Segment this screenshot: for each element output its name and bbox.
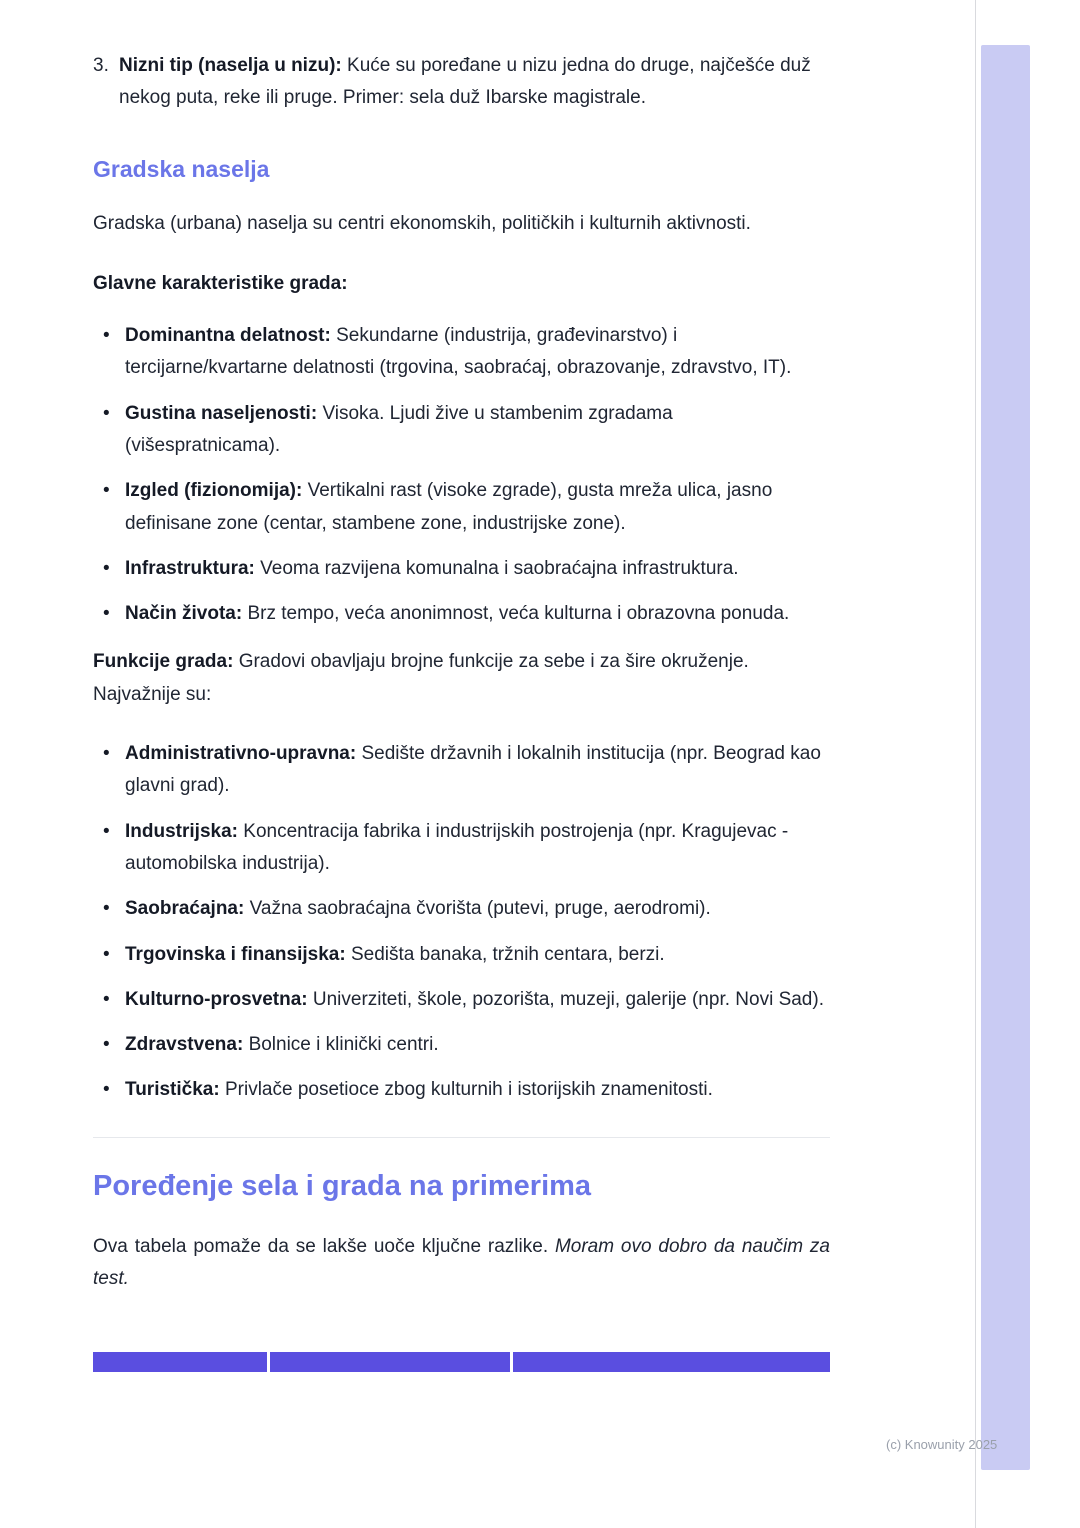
list-item-lead: Infrastruktura: — [125, 557, 255, 579]
table-header-cell — [93, 1352, 267, 1372]
list-item-body: Bolnice i klinički centri. — [248, 1034, 439, 1056]
numbered-list-item — [93, 50, 830, 115]
karakteristike-list — [93, 320, 830, 630]
section-heading-poredjenje: Poređenje sela i grada na primerima — [93, 1169, 592, 1202]
list-item — [93, 553, 830, 585]
list-item-lead: Zdravstvena: — [125, 1034, 244, 1056]
list-title-karakteristike: Glavne karakteristike grada: — [93, 272, 348, 294]
list-item-lead: Administrativno-upravna: — [125, 743, 357, 765]
list-item-body: Sedišta banaka, tržnih centara, berzi. — [350, 943, 665, 965]
list-item-body: Važna saobraćajna čvorišta (putevi, pruge, aerodromi). — [249, 898, 711, 920]
funkcije-lead: Funkcije grada: — [93, 651, 234, 673]
list-item — [93, 398, 830, 463]
page-edge-divider — [975, 0, 976, 1528]
table-header-cell — [270, 1352, 510, 1372]
poredjenje-intro-normal: Ova tabela pomaže da se lakše uoče ključne razlike. — [93, 1235, 549, 1257]
watermark: (c) Knowunity 2025 — [886, 1437, 998, 1452]
list-item-body: Brz tempo, veća anonimnost, veća kulturna i obrazovna ponuda. — [247, 603, 790, 625]
list-item-body: Koncentracija fabrika i industrijskih postrojenja (npr. Kragujevac - automobilska industrija). — [125, 820, 789, 874]
list-item-body: Privlače posetioce zbog kulturnih i istorijskih znamenitosti. — [224, 1079, 713, 1101]
list-item-lead: Industrijska: — [125, 820, 238, 842]
intro-paragraph: Gradska (urbana) naselja su centri ekonomskih, političkih i kulturnih aktivnosti. — [93, 213, 751, 235]
list-item — [93, 984, 830, 1016]
funkcije-paragraph — [93, 646, 830, 711]
list-item — [93, 1074, 830, 1106]
list-item-lead: Nizni tip (naselja u nizu): — [119, 55, 342, 76]
list-item-body: Univerziteti, škole, pozorišta, muzeji, galerije (npr. Novi Sad). — [312, 988, 824, 1010]
list-item-body: Kuće su poređane u nizu jedna do druge, najčešće duž nekog puta, reke ili pruge. Primer: sela duž Ibarske magistrale. — [119, 55, 811, 109]
table-header-row — [93, 1352, 830, 1372]
list-number: 3. — [93, 55, 109, 76]
list-item-body: Sedište državnih i lokalnih institucija (npr. Beograd kao glavni grad). — [125, 743, 821, 797]
list-item-text — [119, 50, 830, 115]
list-item — [93, 475, 830, 540]
list-item — [93, 320, 830, 385]
section-divider — [93, 1137, 830, 1138]
list-item — [93, 939, 830, 971]
list-item-body: Veoma razvijena komunalna i saobraćajna infrastruktura. — [260, 557, 739, 579]
list-item-lead: Kulturno-prosvetna: — [125, 988, 308, 1010]
list-item — [93, 1029, 830, 1061]
list-item — [93, 816, 830, 881]
list-item-body: Vertikalni rast (visoke zgrade), gusta mreža ulica, jasno definisane zone (centar, stambene zone, industrijske zone). — [125, 480, 773, 534]
list-item-lead: Gustina naseljenosti: — [125, 402, 318, 424]
funkcije-list — [93, 738, 830, 1107]
poredjenje-intro-italic: Moram ovo dobro da naučim za test. — [93, 1235, 830, 1290]
scrollbar-track[interactable] — [981, 45, 1030, 1470]
document-content — [93, 50, 830, 1372]
list-item-body: Sekundarne (industrija, građevinarstvo) i tercijarne/kvartarne delatnosti (trgovina, saobraćaj, obrazovanje, zdravstvo, IT). — [125, 325, 792, 379]
list-item-body: Visoka. Ljudi žive u stambenim zgradama (višespratnicama). — [125, 402, 673, 456]
list-item-lead: Saobraćajna: — [125, 898, 245, 920]
list-item — [93, 893, 830, 925]
funkcije-text: Gradovi obavljaju brojne funkcije za sebe i za šire okruženje. Najvažnije su: — [93, 651, 749, 705]
poredjenje-intro — [93, 1231, 830, 1296]
list-item — [93, 598, 830, 630]
section-heading-gradska-naselja: Gradska naselja — [93, 155, 270, 182]
list-item — [93, 738, 830, 803]
list-item-lead: Trgovinska i finansijska: — [125, 943, 346, 965]
list-item-lead: Izgled (fizionomija): — [125, 480, 303, 502]
list-item-lead: Turistička: — [125, 1079, 220, 1101]
list-item-lead: Način života: — [125, 603, 243, 625]
table-header-cell — [513, 1352, 830, 1372]
list-item-lead: Dominantna delatnost: — [125, 325, 331, 347]
